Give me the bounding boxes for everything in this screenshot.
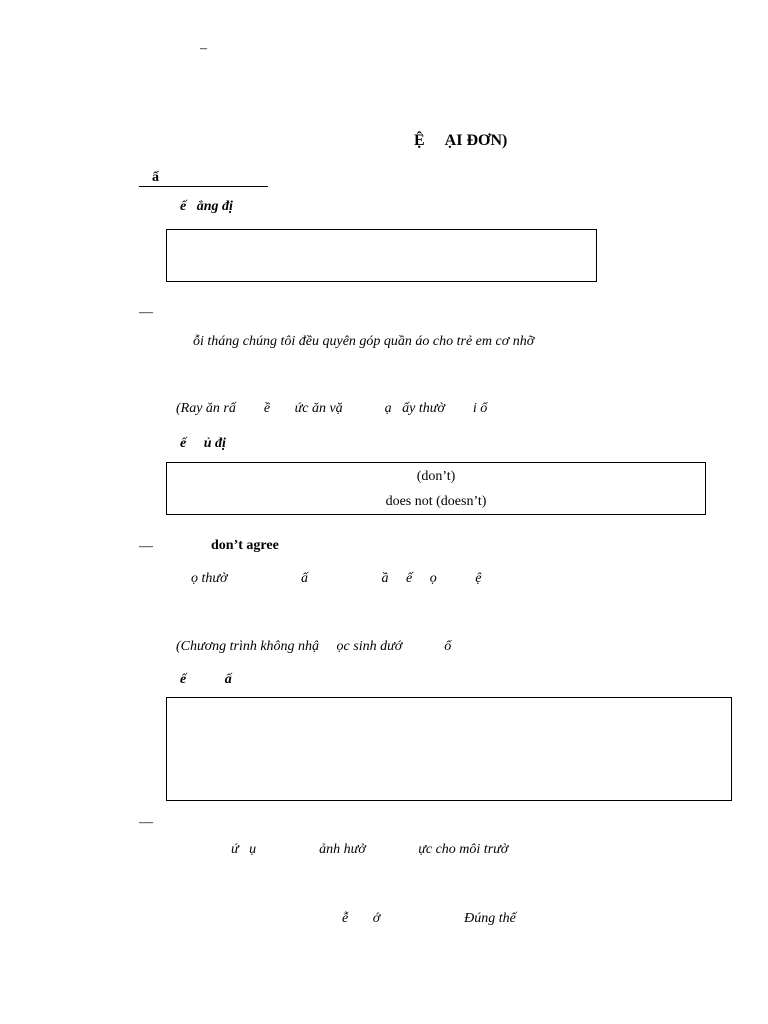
structure-box-2 <box>166 462 706 515</box>
example-sentence-3: ọ thườ ấ ầ ế ọ ệ <box>191 571 482 586</box>
header-dash: – <box>200 41 207 56</box>
box-2-line-2: does not (doesn’t) <box>385 494 487 509</box>
structure-box-1 <box>166 229 597 282</box>
section-a-heading: ế ẳng đị <box>180 199 233 214</box>
box-2-line-1: (don’t) <box>416 469 456 484</box>
example-sentence-6: ễ ớ Đúng thế <box>342 911 516 926</box>
structure-box-3 <box>166 697 732 801</box>
example-sentence-5: ứ ụ ảnh hưở ực cho môi trườ <box>231 842 509 857</box>
example-sentence-2: (Ray ăn rấ ề ức ăn vặ ạ ấy thườ i ổ <box>176 401 488 416</box>
example-sentence-4: (Chương trình không nhậ ọc sinh dướ ổ <box>176 639 452 654</box>
section-e-dash: — <box>139 815 153 830</box>
section-a-underline <box>139 186 268 187</box>
example-sentence-1: ỗi tháng chúng tôi đều quyên góp quần áo cho trẻ em cơ nhỡ <box>193 334 535 349</box>
section-b-heading: ế ủ đị <box>180 436 226 451</box>
section-b-dash: — <box>139 305 153 320</box>
section-c-heading: don’t agree <box>211 538 279 553</box>
section-d-heading: ế ấ <box>180 672 232 687</box>
page-title: Ệ ẠI ĐƠN) <box>414 132 508 149</box>
section-c-dash: — <box>139 539 153 554</box>
section-a-label: ấ <box>152 170 159 185</box>
